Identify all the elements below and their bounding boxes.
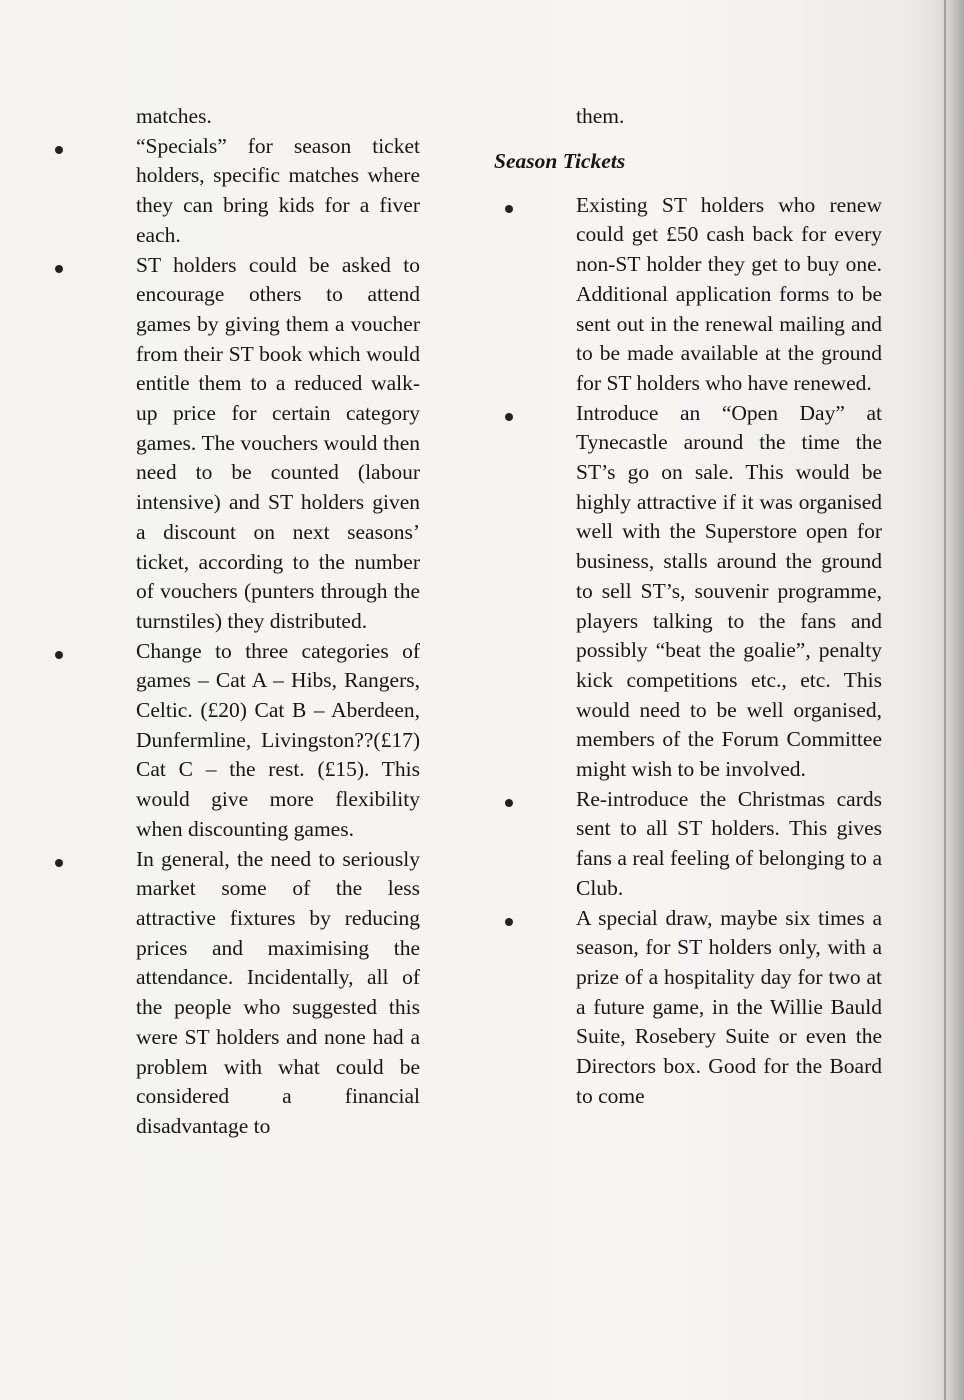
list-item bbox=[40, 845, 420, 1142]
list-item-text: Re-introduce the Christmas cards sent to all ST holders. This gives fans a real feeling of belonging to a Club. bbox=[576, 786, 882, 900]
list-item bbox=[490, 904, 882, 1112]
list-item-text: In general, the need to seriously market some of the less attractive fixtures by reducing prices and maximising the attendance. Incidentally, all of the people who suggested this were ST holders and none had a problem with what could be considered a financial disadvantage to bbox=[136, 846, 420, 1138]
bullet-icon bbox=[55, 146, 63, 154]
binding-shadow bbox=[938, 0, 964, 1400]
list-item bbox=[490, 785, 882, 904]
left-column bbox=[40, 102, 420, 1142]
list-item bbox=[40, 132, 420, 251]
list-item bbox=[490, 191, 882, 399]
bullet-icon bbox=[505, 799, 513, 807]
list-item-text: A special draw, maybe six times a season, for ST holders only, with a prize of a hospitality day for two at a future game, in the Willie Bauld Suite, Rosebery Suite or even the Directors box. Good for the Board to come bbox=[576, 905, 882, 1108]
list-item bbox=[490, 399, 882, 785]
list-item-text: Change to three categories of games – Cat A – Hibs, Rangers, Celtic. (£20) Cat B – Aberdeen, Dunfermline, Livingston??(£17) Cat C – the rest. (£15). This would give more flexibility when discounting games. bbox=[136, 638, 420, 841]
list-item-text: Existing ST holders who renew could get £50 cash back for every non-ST holder they get to buy one. Additional application forms to be sent out in the renewal mailing and to be made available at the ground for ST holders who have renewed. bbox=[576, 192, 882, 395]
bullet-icon bbox=[505, 205, 513, 213]
continued-text: matches. bbox=[136, 104, 212, 128]
page-edge bbox=[944, 0, 946, 1400]
bullet-icon bbox=[505, 918, 513, 926]
bullet-icon bbox=[55, 859, 63, 867]
list-item bbox=[40, 251, 420, 637]
bullet-icon bbox=[505, 413, 513, 421]
continued-text: them. bbox=[576, 104, 625, 128]
section-heading: Season Tickets bbox=[494, 148, 626, 173]
list-item bbox=[40, 637, 420, 845]
bullet-icon bbox=[55, 265, 63, 273]
list-item-text: ST holders could be asked to encourage others to attend games by giving them a voucher from their ST book which would entitle them to a reduced walk-up price for certain category games. The vouchers would then need to be counted (labour intensive) and ST holders given a discount on next seasons’ ticket, according to the number of vouchers (punters through the turnstiles) they distributed. bbox=[136, 252, 420, 633]
bullet-icon bbox=[55, 651, 63, 659]
list-item-text: Introduce an “Open Day” at Tynecastle around the time the ST’s go on sale. This would be highly attractive if it was organised well with the Superstore open for business, stalls around the ground to sell ST’s, souvenir programme, players talking to the fans and possibly “beat the goalie”, penalty kick competitions etc., etc. This would need to be well organised, members of the Forum Committee might wish to be involved. bbox=[576, 400, 882, 782]
right-column bbox=[490, 102, 882, 1112]
list-item-text: “Specials” for season ticket holders, specific matches where they can bring kids for a fiver each. bbox=[136, 133, 420, 247]
